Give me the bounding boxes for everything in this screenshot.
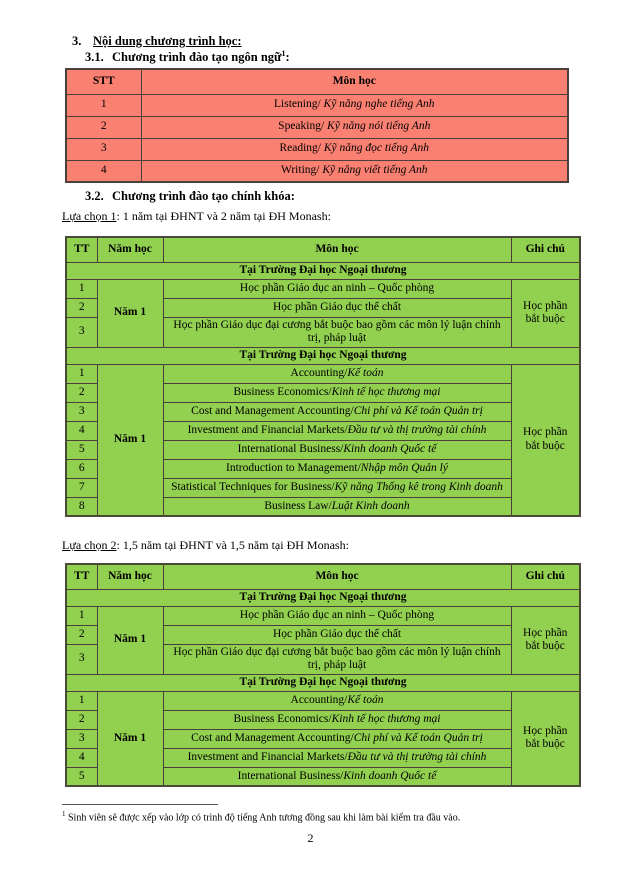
course-text: Học phần Giáo dục an ninh – Quốc phòng [239,608,435,621]
note-cell: Học phần bắt buộc [511,279,580,347]
course-en: International Business/ [237,442,344,455]
table-header-row [66,237,580,262]
course-vi: Luật Kinh doanh [331,499,410,512]
table-row [66,94,568,116]
table-row [66,691,580,710]
section-3-heading [72,34,579,49]
table-row [66,160,568,182]
course-cell [163,606,511,625]
row-number: 3 [66,729,97,748]
course-cell [163,459,511,478]
course-cell [163,644,511,674]
row-number: 1 [66,364,97,383]
section-title-row [66,589,580,606]
row-number: 2 [66,625,97,644]
table-row [66,279,580,298]
row-number: 2 [66,710,97,729]
course-cell [163,497,511,516]
table-row [66,138,568,160]
section-title: Tại Trường Đại học Ngoại thương [66,262,580,279]
note-cell: Học phần bắt buộc [511,691,580,786]
section-title: Tại Trường Đại học Ngoại thương [66,347,580,364]
course-text: Học phần Giáo dục đại cương bắt buộc bao gồm các môn lý luận chính trị, pháp luật [173,645,501,671]
course-vi: Kinh doanh Quốc tế [343,442,437,455]
course-cell [163,625,511,644]
row-number: 3 [66,644,97,674]
row-number: 2 [66,383,97,402]
section-3-2-title: Chương trình đào tạo chính khóa: [112,189,295,203]
course-cell [163,729,511,748]
course-en: Business Law/ [264,499,332,512]
option-1-line [62,209,579,224]
course-cell [163,710,511,729]
col-header-monhoc: Môn học [141,69,568,94]
course-vi: Chi phí và Kế toán Quản trị [353,404,483,417]
section-3-2-number: 3.2. [85,189,104,203]
course-vi: Kỹ năng nói tiếng Anh [327,120,431,133]
option-1-text: : 1 năm tại ĐHNT và 2 năm tại ĐH Monash: [116,209,331,223]
course-cell [163,421,511,440]
section-3-1-number: 3.1. [85,50,104,64]
course-en: Writing/ [280,164,323,176]
course-en: Introduction to Management/ [226,461,361,474]
course-cell [163,691,511,710]
row-number: 3 [66,402,97,421]
section-3-1-title: Chương trình đào tạo ngôn ngữ [112,50,282,64]
table-row [66,116,568,138]
note-cell: Học phần bắt buộc [511,364,580,516]
footnote-number: 1 [62,810,66,818]
course-cell [141,160,568,182]
course-cell [163,440,511,459]
row-number: 3 [66,138,141,160]
row-number: 4 [66,748,97,767]
section-title-row [66,347,580,364]
col-header-namhoc: Năm học [97,237,163,262]
year-cell: Năm 1 [97,279,163,347]
course-vi: Kinh doanh Quốc tế [343,769,437,782]
course-en: International Business/ [237,769,344,782]
course-text: Học phần Giáo dục thể chất [272,627,402,640]
course-cell [163,364,511,383]
language-program-table [65,68,569,183]
course-cell [141,138,568,160]
section-title: Tại Trường Đại học Ngoại thương [66,589,580,606]
footnote-text [62,808,579,824]
course-cell [163,279,511,298]
option-2-label: Lựa chọn 2 [62,538,117,552]
course-en: Business Economics/ [233,712,332,725]
row-number: 5 [66,440,97,459]
col-header-ghichu: Ghi chú [511,564,580,589]
course-vi: Kinh tế học thương mại [331,385,441,398]
footnote-ref: 1 [281,48,286,58]
col-header-monhoc: Môn học [163,564,511,589]
course-vi: Nhập môn Quản lý [360,461,448,474]
course-text: Học phần Giáo dục đại cương bắt buộc bao gồm các môn lý luận chính trị, pháp luật [173,318,501,344]
col-header-tt: TT [66,237,97,262]
option-2-text: : 1,5 năm tại ĐHNT và 1,5 năm tại ĐH Monash: [116,538,349,552]
course-en: Investment and Financial Markets/ [187,423,348,436]
course-vi: Kế toán [347,366,384,379]
curriculum-table-option1 [65,236,581,517]
course-cell [141,94,568,116]
row-number: 7 [66,478,97,497]
row-number: 2 [66,116,141,138]
course-text: Học phần Giáo dục an ninh – Quốc phòng [239,281,435,294]
table-row [66,606,580,625]
course-cell [141,116,568,138]
course-en: Accounting/ [290,366,348,379]
course-en: Cost and Management Accounting/ [191,404,354,417]
course-cell [163,298,511,317]
table-header-row [66,564,580,589]
course-text: Học phần Giáo dục thể chất [272,300,402,313]
row-number: 4 [66,421,97,440]
col-header-monhoc: Môn học [163,237,511,262]
section-3-1-colon: : [285,50,290,64]
row-number: 4 [66,160,141,182]
table-row [66,364,580,383]
row-number: 1 [66,279,97,298]
row-number: 5 [66,767,97,786]
course-vi: Kỹ năng nghe tiếng Anh [323,98,435,111]
section-3-2-heading [85,189,579,204]
course-en: Speaking/ [278,120,328,133]
option-1-label: Lựa chọn 1 [62,209,117,223]
year-cell: Năm 1 [97,691,163,786]
section-title-row [66,674,580,691]
course-vi: Kế toán [347,693,384,706]
col-header-stt: STT [66,69,141,94]
course-en: Cost and Management Accounting/ [191,731,354,744]
section-3-1-heading [85,50,579,65]
course-vi: Kỹ năng Thống kê trong Kinh doanh [334,480,503,493]
course-vi: Chi phí và Kế toán Quản trị [353,731,483,744]
section-3-number: 3. [72,34,82,48]
row-number: 1 [66,94,141,116]
course-en: Investment and Financial Markets/ [187,750,348,763]
course-en: Statistical Techniques for Business/ [171,480,335,493]
course-cell [163,402,511,421]
course-cell [163,478,511,497]
course-vi: Đầu tư và thị trường tài chính [347,423,487,436]
col-header-namhoc: Năm học [97,564,163,589]
course-cell [163,383,511,402]
footnote-body: Sinh viên sẽ được xếp vào lớp có trình độ tiếng Anh tương đồng sau khi làm bài kiểm tra đầu vào. [65,812,461,824]
row-number: 8 [66,497,97,516]
course-vi: Đầu tư và thị trường tài chính [347,750,487,763]
year-cell: Năm 1 [97,364,163,516]
table-header-row [66,69,568,94]
course-cell [163,317,511,347]
course-en: Reading/ [279,142,324,155]
section-title-row [66,262,580,279]
course-en: Listening/ [274,98,324,111]
course-cell [163,767,511,786]
section-3-title: Nội dung chương trình học: [93,34,242,48]
course-vi: Kỹ năng đọc tiếng Anh [323,142,430,155]
footnote-area [62,804,579,824]
row-number: 1 [66,691,97,710]
col-header-ghichu: Ghi chú [511,237,580,262]
note-cell: Học phần bắt buộc [511,606,580,674]
page-number: 2 [307,831,314,846]
row-number: 6 [66,459,97,478]
footnote-separator [62,804,218,805]
curriculum-table-option2 [65,563,581,787]
course-cell [163,748,511,767]
option-2-line [62,538,579,553]
col-header-tt: TT [66,564,97,589]
course-vi: Kinh tế học thương mại [331,712,441,725]
course-en: Business Economics/ [233,385,332,398]
row-number: 3 [66,317,97,347]
row-number: 1 [66,606,97,625]
row-number: 2 [66,298,97,317]
course-vi: Kỹ năng viết tiếng Anh [322,164,428,176]
section-title: Tại Trường Đại học Ngoại thương [66,674,580,691]
course-en: Accounting/ [290,693,348,706]
year-cell: Năm 1 [97,606,163,674]
